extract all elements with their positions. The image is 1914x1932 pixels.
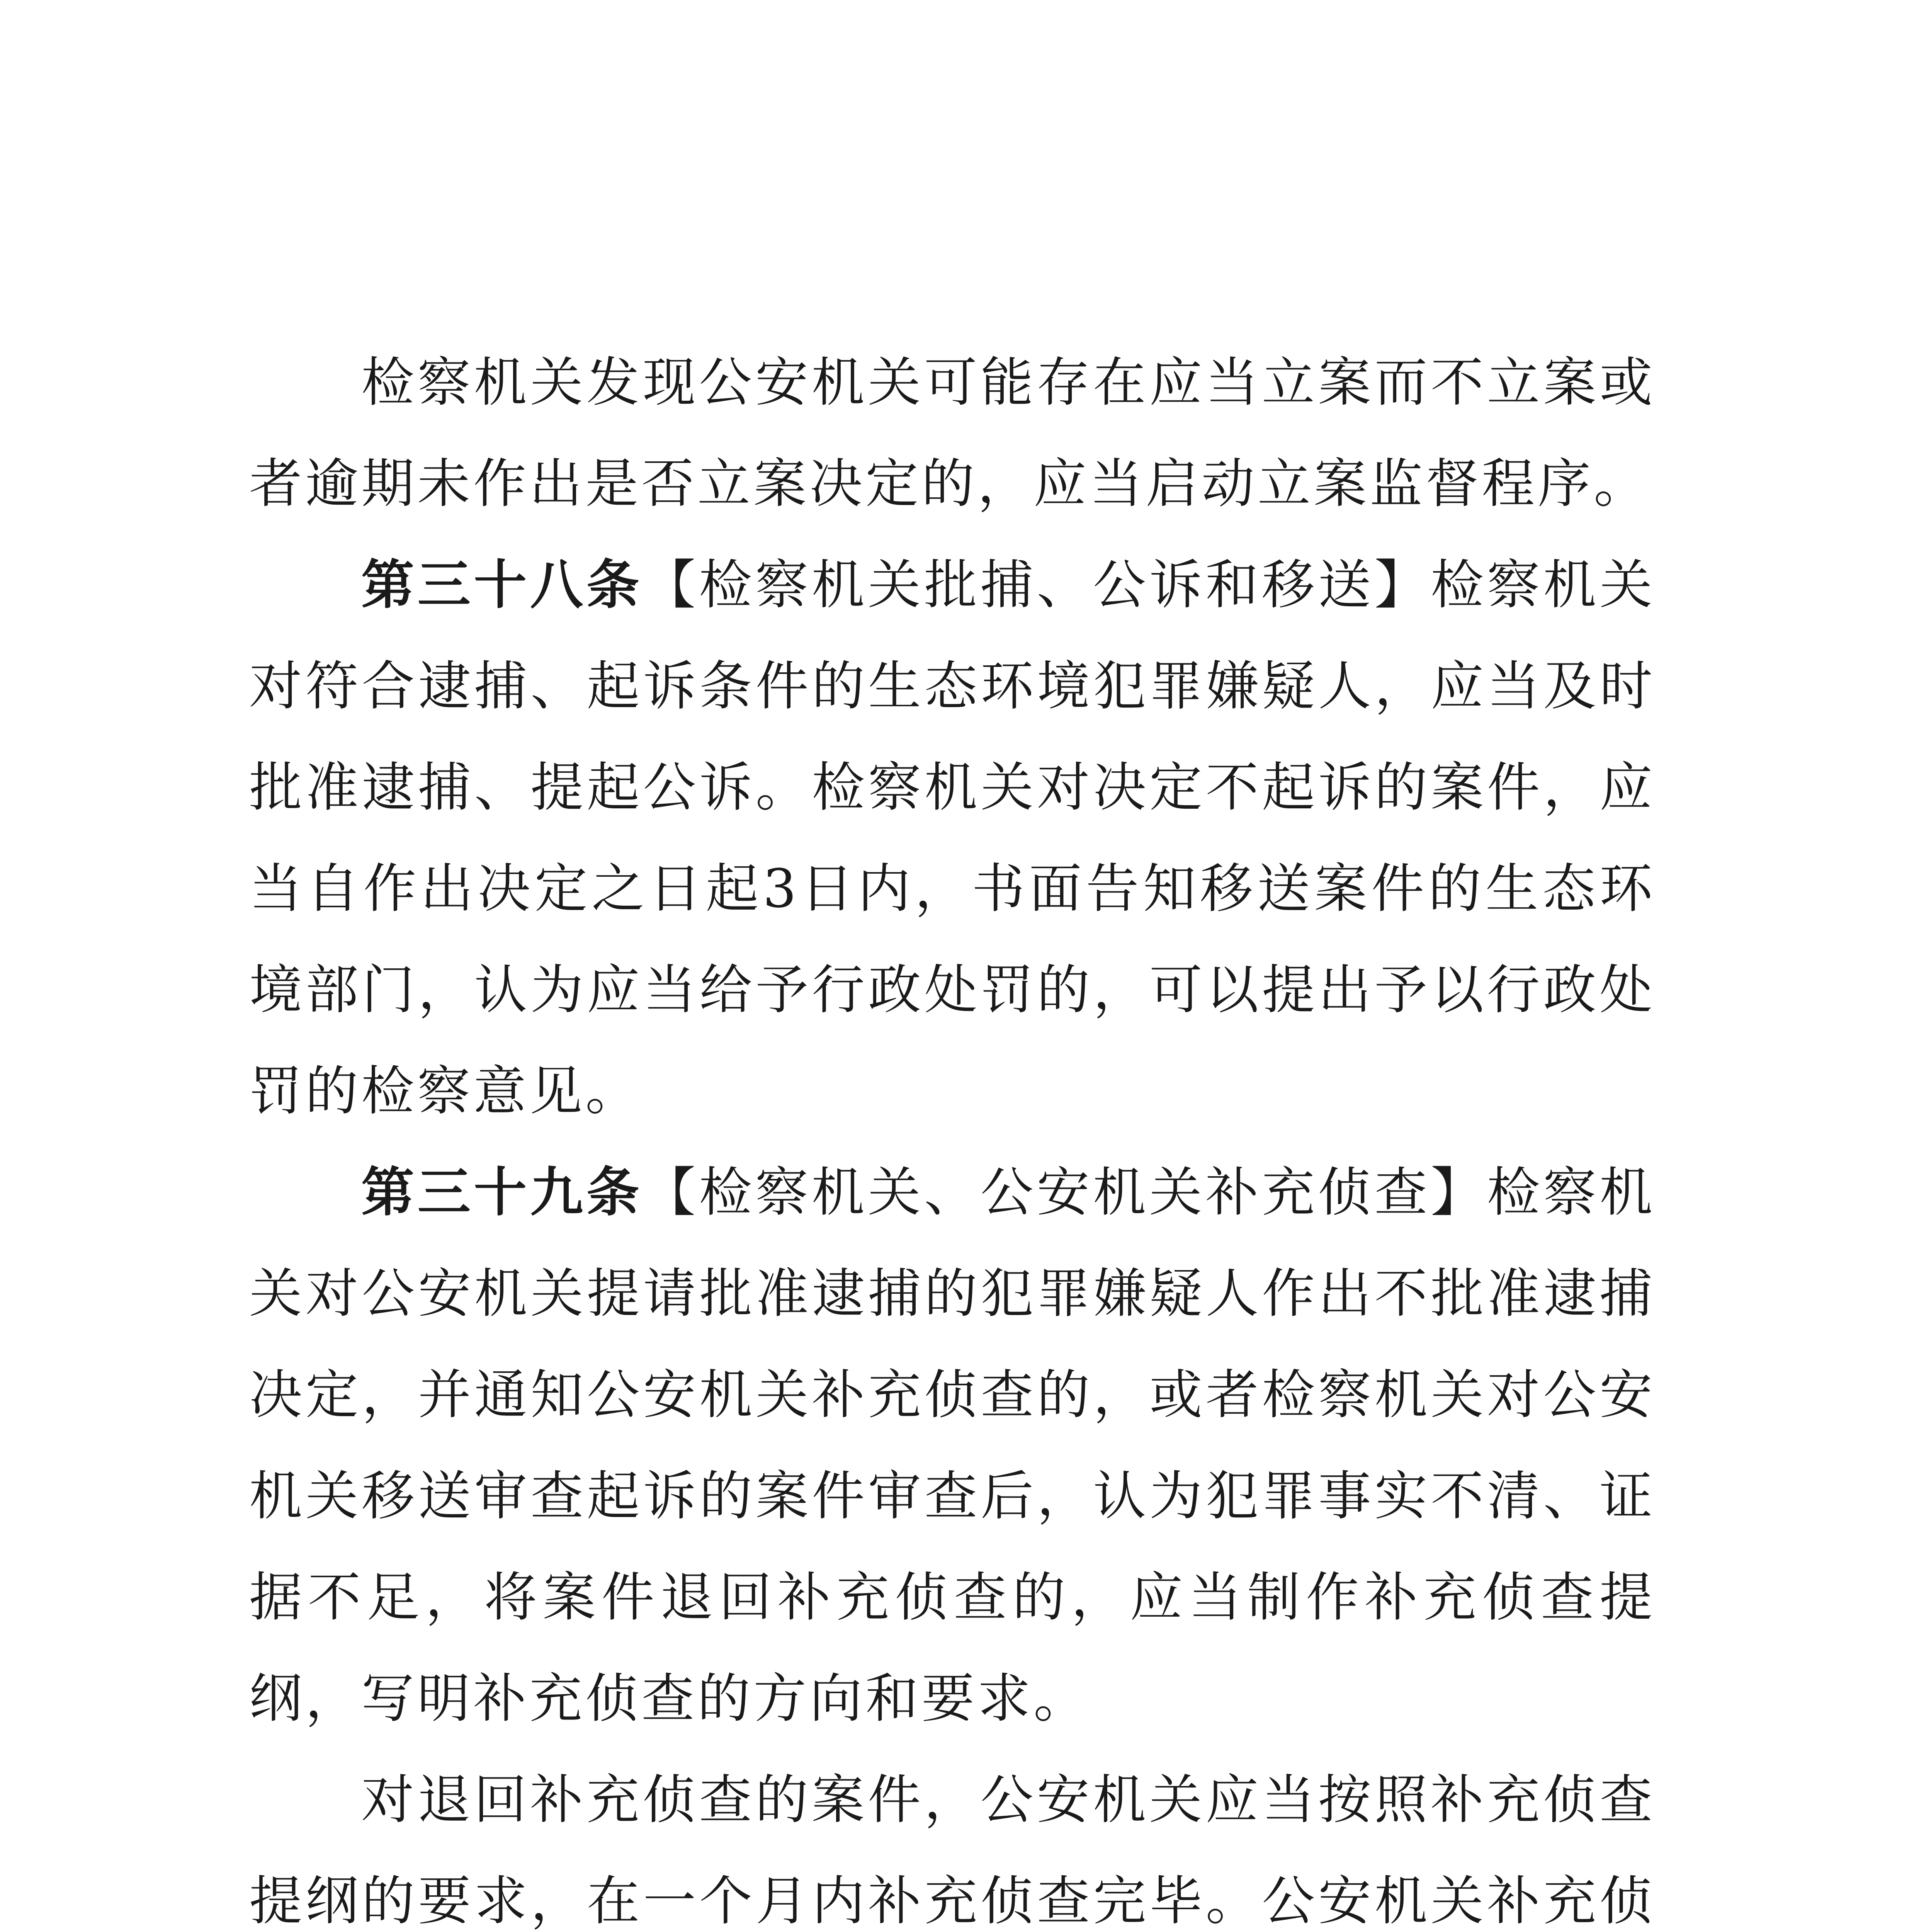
paragraph-text: 检察机关发现公安机关可能存在应当立案而不立案或者逾期未作出是否立案决定的，应当启动立案监督程序。 bbox=[249, 352, 1656, 515]
article-39-paragraph-2 bbox=[249, 1750, 1656, 1932]
article-number: 第三十八条 bbox=[361, 554, 643, 616]
article-39 bbox=[249, 1142, 1656, 1750]
paragraph-text: 对退回补充侦查的案件，公安机关应当按照补充侦查提纲的要求，在一个月内补充侦查完毕。公安机关补充侦 bbox=[249, 1769, 1656, 1932]
article-38 bbox=[249, 535, 1656, 1142]
body-text bbox=[249, 332, 1656, 1932]
paragraph-text: 【检察机关、公安机关补充侦查】检察机关对公安机关提请批准逮捕的犯罪嫌疑人作出不批准逮捕决定，并通知公安机关补充侦查的，或者检察机关对公安机关移送审查起诉的案件审查后，认为犯罪事实不清、证据不足，将案件退回补充侦查的，应当制作补充侦查提纲，写明补充侦查的方向和要求。 bbox=[249, 1162, 1656, 1730]
article-number: 第三十九条 bbox=[361, 1162, 643, 1223]
paragraph-text: 【检察机关批捕、公诉和移送】检察机关对符合逮捕、起诉条件的生态环境犯罪嫌疑人，应当及时批准逮捕、提起公诉。检察机关对决定不起诉的案件，应当自作出决定之日起3日内，书面告知移送案件的生态环境部门，认为应当给予行政处罚的，可以提出予以行政处罚的检察意见。 bbox=[249, 554, 1656, 1122]
paragraph-37-continuation bbox=[249, 332, 1656, 535]
